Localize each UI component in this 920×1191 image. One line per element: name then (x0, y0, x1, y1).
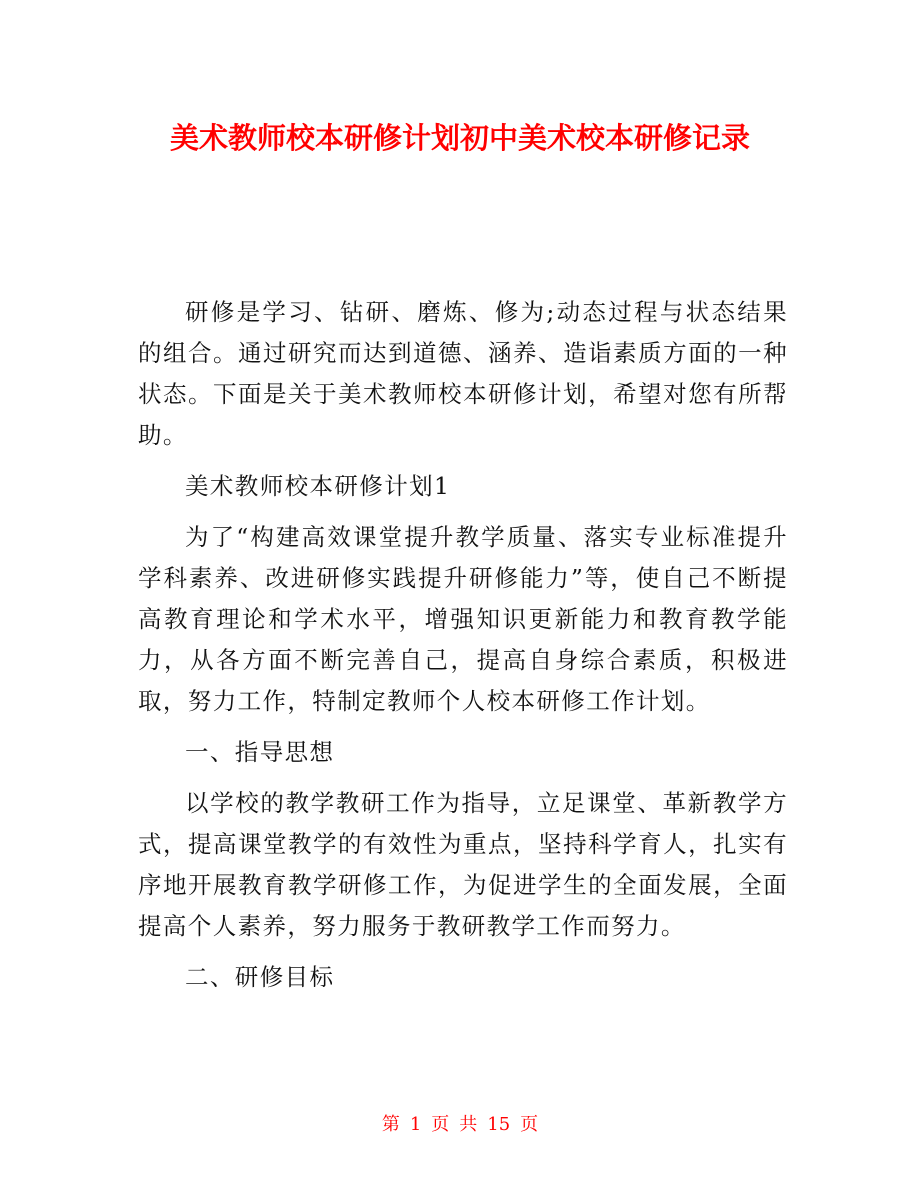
section-heading-guiding-thought: 一、指导思想 (185, 738, 335, 766)
footer-label-ye2: 页 (520, 1114, 539, 1135)
purpose-paragraph: 为了“构建高效课堂提升教学质量、落实专业标准提升学科素养、改进研修实践提升研修能力”等，使自己不断提高教育理论和学术水平，增强知识更新能力和教育教学能力，从各方面不断完善自己，提高自身综合素质，积极进取，努力工作，特制定教师个人校本研修工作计划。 (138, 523, 788, 715)
intro-paragraph: 研修是学习、钻研、磨炼、修为;动态过程与状态结果的组合。通过研究而达到道德、涵养、造诣素质方面的一种状态。下面是关于美术教师校本研修计划，希望对您有所帮助。 (138, 298, 788, 449)
section-heading-goals: 二、研修目标 (185, 963, 335, 991)
document-body (138, 292, 788, 1008)
footer-current-page: 1 (409, 1114, 422, 1135)
page-title: 美术教师校本研修计划初中美术校本研修记录 (169, 121, 750, 155)
page-footer (0, 1112, 920, 1138)
footer-total-pages: 15 (487, 1114, 511, 1135)
footer-label-ye: 页 (431, 1114, 450, 1135)
footer-label-page: 第 (381, 1114, 400, 1135)
footer-label-total: 共 (459, 1114, 478, 1135)
guiding-thought-paragraph: 以学校的教学教研工作为指导，立足课堂、革新教学方式，提高课堂教学的有效性为重点，坚持科学育人，扎实有序地开展教育教学研修工作，为促进学生的全面发展，全面提高个人素养，努力服务于教研教学工作而努力。 (138, 789, 788, 940)
plan-heading: 美术教师校本研修计划1 (185, 472, 451, 500)
